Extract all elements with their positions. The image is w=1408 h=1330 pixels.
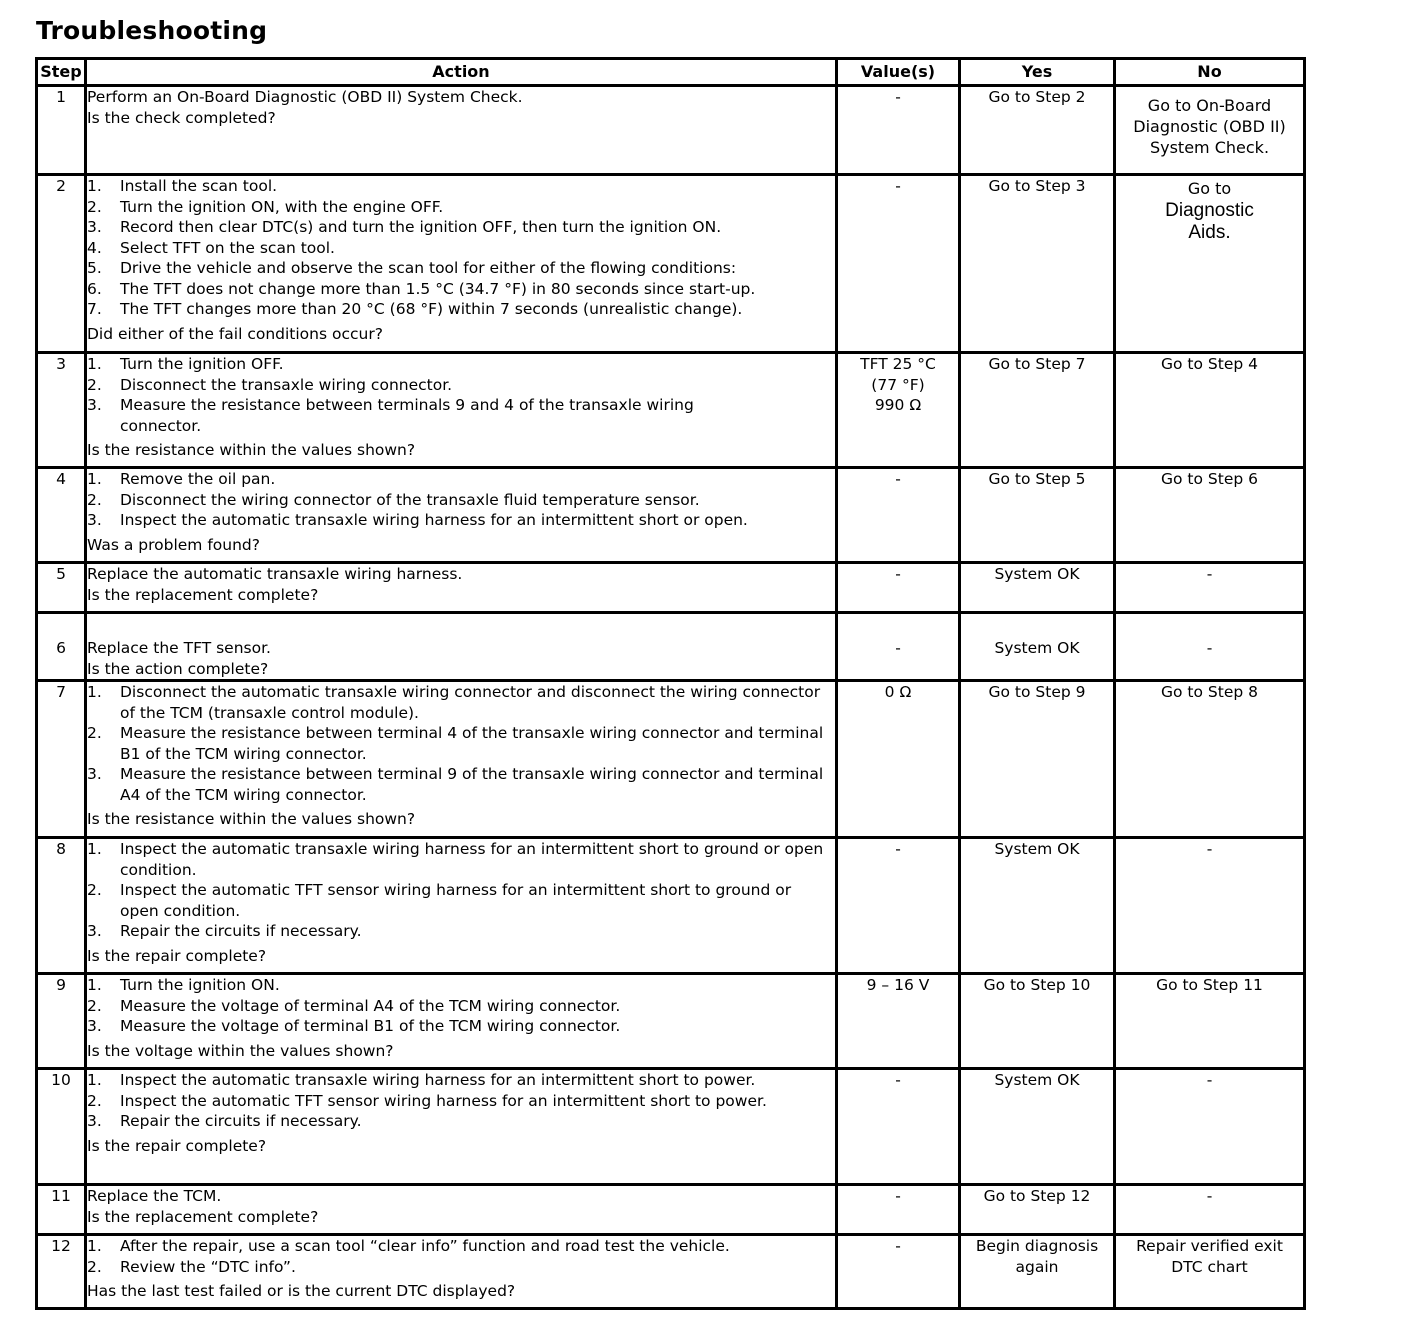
list-item <box>87 354 835 375</box>
item-text: Remove the oil pan. <box>120 470 276 488</box>
item-text: Turn the ignition OFF. <box>120 355 284 373</box>
list-item <box>87 238 835 259</box>
question: Is the action complete? <box>87 659 269 678</box>
no-cell: - <box>1115 1185 1305 1235</box>
item-number: 6. <box>87 279 102 298</box>
list-item <box>87 217 835 238</box>
item-number: 1. <box>87 177 102 195</box>
no-line: DTC chart <box>1171 1257 1248 1276</box>
action-cell <box>86 353 837 468</box>
action-cell <box>86 613 837 681</box>
question: Is the voltage within the values shown? <box>87 1041 394 1060</box>
item-text: Drive the vehicle and observe the scan tool for either of the flowing conditions: <box>120 259 737 277</box>
value-cell: - <box>837 1235 960 1309</box>
step-number: 10 <box>37 1069 86 1185</box>
no-cell: - <box>1115 613 1305 681</box>
yes-cell: System OK <box>960 563 1115 613</box>
question: Is the check completed? <box>87 108 276 127</box>
action-cell <box>86 1069 837 1185</box>
item-number: 1. <box>87 840 102 858</box>
no-cell: Go to Step 6 <box>1115 468 1305 563</box>
step-list <box>87 1236 835 1277</box>
item-text: Measure the resistance between terminal 4 of the transaxle wiring connector and terminal B1 of the TCM wiring connector. <box>120 724 824 763</box>
item-number: 2. <box>87 1091 102 1110</box>
question: Was a problem found? <box>87 535 260 554</box>
list-item <box>87 395 835 436</box>
list-item <box>87 299 835 320</box>
action-cell <box>86 974 837 1069</box>
no-cell: Go to Step 11 <box>1115 974 1305 1069</box>
item-text: Inspect the automatic transaxle wiring harness for an intermittent short to power. <box>120 1071 756 1089</box>
table-row <box>37 353 1305 468</box>
troubleshooting-table <box>35 57 1306 1310</box>
value-cell <box>837 353 960 468</box>
no-line: Aids. <box>1188 222 1231 243</box>
header-yes: Yes <box>960 59 1115 86</box>
item-number: 2. <box>87 375 102 394</box>
list-item <box>87 469 835 490</box>
no-line: Diagnostic (OBD II) <box>1133 117 1286 136</box>
item-text: Repair the circuits if necessary. <box>120 1112 362 1130</box>
header-action: Action <box>86 59 837 86</box>
step-number: 12 <box>37 1235 86 1309</box>
item-number: 1. <box>87 1237 102 1255</box>
item-number: 2. <box>87 490 102 509</box>
action-cell <box>86 838 837 974</box>
item-text: Turn the ignition ON. <box>120 976 280 994</box>
value-cell: - <box>837 613 960 681</box>
action-cell <box>86 1185 837 1235</box>
no-cell: Go to Step 4 <box>1115 353 1305 468</box>
item-text: Disconnect the transaxle wiring connector. <box>120 375 453 394</box>
value-cell: - <box>837 1185 960 1235</box>
step-number: 7 <box>37 681 86 838</box>
item-number: 7. <box>87 300 102 318</box>
step-list <box>87 975 835 1037</box>
list-item <box>87 1257 835 1278</box>
item-text: Measure the resistance between terminals 9 and 4 of the transaxle wiring connector. <box>120 396 694 435</box>
step-list <box>87 176 835 320</box>
action-line: Replace the automatic transaxle wiring harness. <box>87 565 463 583</box>
table-row <box>37 86 1305 175</box>
item-number: 3. <box>87 1017 102 1035</box>
item-text: Inspect the automatic TFT sensor wiring harness for an intermittent short to power. <box>120 1091 767 1110</box>
step-number: 9 <box>37 974 86 1069</box>
action-cell <box>86 563 837 613</box>
item-number: 2. <box>87 1257 102 1276</box>
item-number: 1. <box>87 470 102 488</box>
item-text: Measure the resistance between terminal 9 of the transaxle wiring connector and terminal A4 of the TCM wiring connector. <box>120 765 824 804</box>
item-text: Disconnect the automatic transaxle wiring connector and disconnect the wiring connector of the TCM (transaxle control module). <box>120 683 821 722</box>
list-item <box>87 279 835 300</box>
header-no: No <box>1115 59 1305 86</box>
item-number: 2. <box>87 197 102 216</box>
item-text: Disconnect the wiring connector of the transaxle fluid temperature sensor. <box>120 490 700 509</box>
item-text: Inspect the automatic transaxle wiring harness for an intermittent short to ground or open condition. <box>120 840 824 879</box>
yes-cell <box>960 1235 1115 1309</box>
table-row <box>37 681 1305 838</box>
step-number: 6 <box>37 613 86 681</box>
question: Is the replacement complete? <box>87 585 319 604</box>
list-item <box>87 197 835 218</box>
list-item <box>87 1111 835 1132</box>
no-cell <box>1115 86 1305 175</box>
header-step: Step <box>37 59 86 86</box>
value-cell: - <box>837 86 960 175</box>
table-row <box>37 838 1305 974</box>
item-text: Inspect the automatic transaxle wiring harness for an intermittent short or open. <box>120 511 748 529</box>
question: Is the replacement complete? <box>87 1207 319 1226</box>
yes-line: again <box>1015 1257 1059 1276</box>
list-item <box>87 996 835 1017</box>
table-row <box>37 175 1305 353</box>
item-text: Select TFT on the scan tool. <box>120 238 335 257</box>
list-item <box>87 682 835 723</box>
no-cell <box>1115 1235 1305 1309</box>
question: Is the repair complete? <box>87 1136 267 1155</box>
item-text: After the repair, use a scan tool “clear info” function and road test the vehicle. <box>120 1237 730 1255</box>
action-cell <box>86 1235 837 1309</box>
no-cell: - <box>1115 838 1305 974</box>
item-number: 3. <box>87 922 102 940</box>
list-item <box>87 880 835 921</box>
question: Has the last test failed or is the current DTC displayed? <box>87 1282 516 1300</box>
yes-cell: Go to Step 10 <box>960 974 1115 1069</box>
item-number: 1. <box>87 976 102 994</box>
yes-cell: System OK <box>960 613 1115 681</box>
item-number: 3. <box>87 765 102 783</box>
value-cell: - <box>837 1069 960 1185</box>
table-row <box>37 563 1305 613</box>
item-text: Record then clear DTC(s) and turn the ignition OFF, then turn the ignition ON. <box>120 218 722 236</box>
no-line: Diagnostic <box>1165 200 1254 221</box>
item-number: 3. <box>87 218 102 236</box>
list-item <box>87 510 835 531</box>
action-cell <box>86 86 837 175</box>
table-row <box>37 1185 1305 1235</box>
page-title: Troubleshooting <box>36 16 268 45</box>
list-item <box>87 1091 835 1112</box>
item-text: Turn the ignition ON, with the engine OFF. <box>120 197 444 216</box>
yes-cell: Go to Step 2 <box>960 86 1115 175</box>
item-number: 1. <box>87 355 102 373</box>
list-item <box>87 1070 835 1091</box>
item-text: The TFT does not change more than 1.5 °C (34.7 °F) in 80 seconds since start-up. <box>120 279 756 298</box>
list-item <box>87 1016 835 1037</box>
no-cell: Go to Step 8 <box>1115 681 1305 838</box>
item-number: 2. <box>87 881 102 899</box>
item-text: Inspect the automatic TFT sensor wiring harness for an intermittent short to ground or open condition. <box>120 881 792 920</box>
no-cell: - <box>1115 563 1305 613</box>
table-row <box>37 468 1305 563</box>
item-text: The TFT changes more than 20 °C (68 °F) within 7 seconds (unrealistic change). <box>120 300 743 318</box>
no-line: System Check. <box>1149 138 1270 157</box>
yes-cell: Go to Step 12 <box>960 1185 1115 1235</box>
header-values: Value(s) <box>837 59 960 86</box>
no-line: Repair verified exit <box>1136 1237 1283 1255</box>
list-item <box>87 764 835 805</box>
question: Is the resistance within the values shown? <box>87 810 416 828</box>
list-item <box>87 258 835 279</box>
list-item <box>87 375 835 396</box>
value-cell: - <box>837 468 960 563</box>
no-cell: - <box>1115 1069 1305 1185</box>
step-list <box>87 839 835 942</box>
action-line: Replace the TFT sensor. <box>87 639 271 657</box>
yes-cell: Go to Step 9 <box>960 681 1115 838</box>
item-number: 2. <box>87 724 102 742</box>
no-line: Go to <box>1187 179 1232 198</box>
value-cell: - <box>837 838 960 974</box>
item-text: Measure the voltage of terminal B1 of the TCM wiring connector. <box>120 1017 621 1035</box>
question: Is the repair complete? <box>87 946 267 965</box>
step-number: 5 <box>37 563 86 613</box>
yes-line: Begin diagnosis <box>975 1237 1099 1255</box>
question: Is the resistance within the values shown? <box>87 441 416 459</box>
value-cell: 9 – 16 V <box>837 974 960 1069</box>
item-number: 4. <box>87 238 102 257</box>
yes-cell: Go to Step 5 <box>960 468 1115 563</box>
item-number: 1. <box>87 683 102 701</box>
item-text: Install the scan tool. <box>120 177 278 195</box>
step-list <box>87 469 835 531</box>
item-number: 1. <box>87 1071 102 1089</box>
value-line: 990 Ω <box>874 396 922 414</box>
list-item <box>87 490 835 511</box>
step-number: 8 <box>37 838 86 974</box>
list-item <box>87 975 835 996</box>
item-number: 5. <box>87 259 102 277</box>
action-cell <box>86 175 837 353</box>
action-line: Perform an On-Board Diagnostic (OBD II) System Check. <box>87 88 523 106</box>
list-item <box>87 176 835 197</box>
item-number: 2. <box>87 996 102 1015</box>
item-number: 3. <box>87 1112 102 1130</box>
question: Did either of the fail conditions occur? <box>87 324 383 343</box>
step-number: 4 <box>37 468 86 563</box>
list-item <box>87 921 835 942</box>
list-item <box>87 1236 835 1257</box>
item-text: Measure the voltage of terminal A4 of the TCM wiring connector. <box>120 996 621 1015</box>
value-cell: - <box>837 175 960 353</box>
yes-cell: Go to Step 7 <box>960 353 1115 468</box>
action-line: Replace the TCM. <box>87 1187 222 1205</box>
step-list <box>87 1070 835 1132</box>
header-row <box>37 59 1305 86</box>
table-row <box>37 613 1305 681</box>
item-text: Repair the circuits if necessary. <box>120 922 362 940</box>
value-line: TFT 25 °C <box>860 355 936 373</box>
item-number: 3. <box>87 396 102 414</box>
yes-cell: System OK <box>960 838 1115 974</box>
value-cell: - <box>837 563 960 613</box>
table-row <box>37 1069 1305 1185</box>
item-number: 3. <box>87 511 102 529</box>
value-cell: 0 Ω <box>837 681 960 838</box>
action-cell <box>86 681 837 838</box>
step-number: 3 <box>37 353 86 468</box>
step-number: 1 <box>37 86 86 175</box>
value-line: (77 °F) <box>871 375 925 394</box>
action-cell <box>86 468 837 563</box>
step-number: 2 <box>37 175 86 353</box>
no-line: Go to On-Board <box>1147 96 1272 115</box>
list-item <box>87 723 835 764</box>
yes-cell: Go to Step 3 <box>960 175 1115 353</box>
step-list <box>87 682 835 805</box>
step-number: 11 <box>37 1185 86 1235</box>
step-list <box>87 354 835 436</box>
item-text: Review the “DTC info”. <box>120 1257 296 1276</box>
table-row <box>37 974 1305 1069</box>
table-row <box>37 1235 1305 1309</box>
no-cell <box>1115 175 1305 353</box>
list-item <box>87 839 835 880</box>
yes-cell: System OK <box>960 1069 1115 1185</box>
